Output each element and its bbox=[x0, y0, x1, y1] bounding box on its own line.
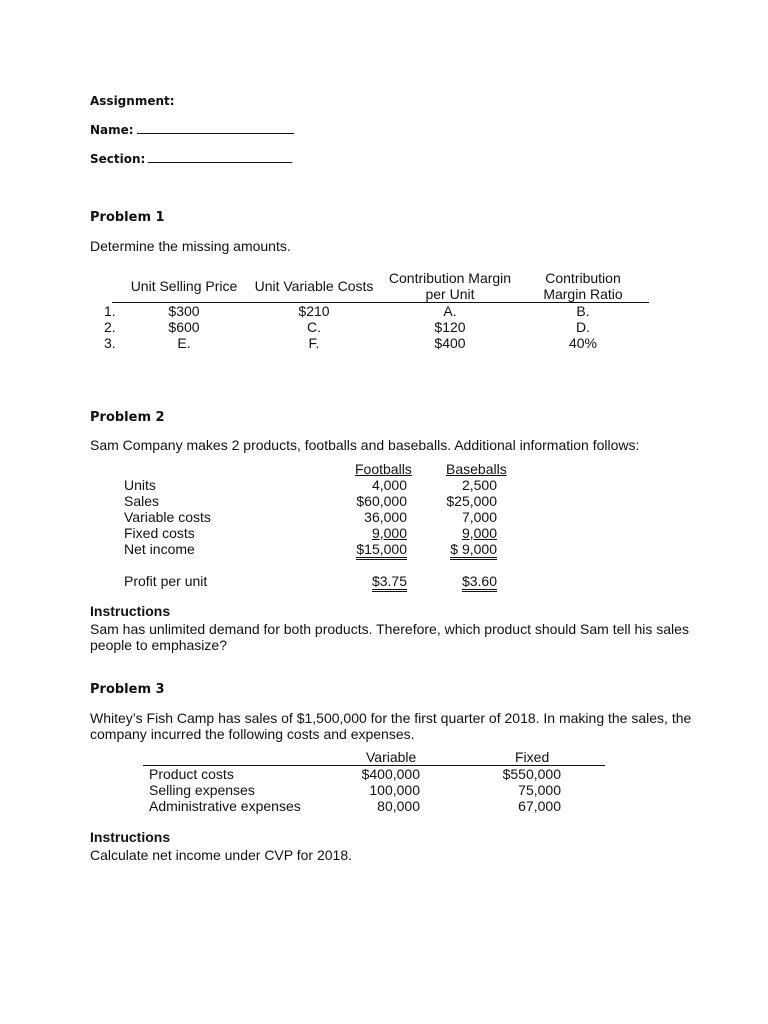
p2-profit-baseballs: $3.60 bbox=[462, 573, 497, 589]
p3-cell-variable: 100,000 bbox=[369, 782, 420, 798]
p2-col-footballs: Footballs bbox=[355, 461, 412, 477]
p2-row-label: Fixed costs bbox=[124, 525, 195, 541]
p2-row-label: Net income bbox=[124, 541, 195, 557]
p1-cell-variable: F. bbox=[308, 335, 320, 351]
p3-instructions-label: Instructions bbox=[90, 829, 171, 845]
p2-cell-baseballs: $ 9,000 bbox=[450, 541, 497, 557]
p1-col-cm-ratio-line1: Contribution bbox=[545, 270, 621, 286]
name-label: Name: bbox=[90, 123, 134, 137]
p1-cell-price: $600 bbox=[168, 319, 200, 335]
p1-col-unit-variable-costs: Unit Variable Costs bbox=[254, 278, 374, 294]
p3-cell-fixed: 75,000 bbox=[518, 782, 561, 798]
p2-cell-baseballs: 7,000 bbox=[461, 509, 497, 525]
p1-cell-variable: $210 bbox=[298, 303, 330, 319]
p1-row-num: 3. bbox=[104, 335, 116, 351]
p3-instructions-text: Calculate net income under CVP for 2018. bbox=[90, 847, 353, 863]
problem3-title: Problem 3 bbox=[90, 682, 165, 697]
p1-cell-variable: C. bbox=[307, 319, 321, 335]
p2-cell-footballs: $15,000 bbox=[356, 541, 407, 557]
p1-cell-ratio: D. bbox=[576, 319, 590, 335]
p1-row-num: 2. bbox=[104, 319, 116, 335]
p1-cell-cm: A. bbox=[443, 303, 457, 319]
p1-row-num: 1. bbox=[104, 303, 116, 319]
p2-instructions-label: Instructions bbox=[90, 603, 171, 619]
p2-col-baseballs: Baseballs bbox=[446, 461, 507, 477]
p2-row-label: Units bbox=[124, 477, 156, 493]
p2-profit-footballs: $3.75 bbox=[372, 573, 407, 589]
p2-cell-baseballs: 2,500 bbox=[461, 477, 497, 493]
p2-row-label: Variable costs bbox=[124, 509, 211, 525]
p2-cell-footballs: 4,000 bbox=[371, 477, 407, 493]
p3-intro-line1: Whitey’s Fish Camp has sales of $1,500,000 for the first quarter of 2018. In making the sales, the bbox=[90, 710, 692, 726]
problem1-title: Problem 1 bbox=[90, 210, 165, 225]
p3-cell-fixed: $550,000 bbox=[502, 766, 561, 782]
p1-col-cm-per-unit-line1: Contribution Margin bbox=[388, 270, 512, 286]
p3-row-label: Administrative expenses bbox=[149, 798, 301, 814]
assignment-label: Assignment: bbox=[90, 94, 175, 108]
problem2-title: Problem 2 bbox=[90, 410, 165, 425]
p1-cell-ratio: 40% bbox=[568, 335, 598, 351]
problem1-prompt: Determine the missing amounts. bbox=[90, 238, 291, 254]
p1-cell-cm: $400 bbox=[434, 335, 466, 351]
p3-cell-variable: 80,000 bbox=[377, 798, 420, 814]
p2-instructions-line1: Sam has unlimited demand for both products. Therefore, which product should Sam tell his sales bbox=[90, 621, 689, 637]
p1-col-unit-selling-price: Unit Selling Price bbox=[130, 278, 238, 294]
section-blank-line[interactable] bbox=[148, 161, 292, 163]
p3-col-fixed: Fixed bbox=[515, 749, 550, 765]
p1-cell-cm: $120 bbox=[434, 319, 466, 335]
p2-row-label: Sales bbox=[124, 493, 160, 509]
p2-cell-baseballs: $25,000 bbox=[446, 493, 497, 509]
p2-instructions-line2: people to emphasize? bbox=[90, 637, 227, 653]
p3-col-variable: Variable bbox=[366, 749, 417, 765]
section-field-row bbox=[90, 152, 292, 166]
p2-cell-footballs: 9,000 bbox=[371, 525, 407, 541]
p1-cell-price: E. bbox=[177, 335, 191, 351]
p1-col-cm-per-unit-line2: per Unit bbox=[425, 286, 475, 302]
p3-cell-fixed: 67,000 bbox=[518, 798, 561, 814]
p2-cell-baseballs: 9,000 bbox=[461, 525, 497, 541]
p3-row-label: Product costs bbox=[149, 766, 234, 782]
p1-cell-ratio: B. bbox=[576, 303, 590, 319]
p3-cell-variable: $400,000 bbox=[361, 766, 420, 782]
p2-cell-footballs: 36,000 bbox=[364, 509, 407, 525]
section-label: Section: bbox=[90, 152, 146, 166]
p1-col-cm-ratio-line2: Margin Ratio bbox=[543, 286, 623, 302]
p3-intro-line2: company incurred the following costs and expenses. bbox=[90, 726, 415, 742]
p2-cell-footballs: $60,000 bbox=[356, 493, 407, 509]
p3-row-label: Selling expenses bbox=[149, 782, 255, 798]
problem2-intro: Sam Company makes 2 products, footballs and baseballs. Additional information follows: bbox=[90, 437, 640, 453]
p1-cell-price: $300 bbox=[168, 303, 200, 319]
name-field-row bbox=[90, 123, 294, 137]
name-blank-line[interactable] bbox=[137, 132, 294, 134]
p2-profit-label: Profit per unit bbox=[124, 573, 208, 589]
